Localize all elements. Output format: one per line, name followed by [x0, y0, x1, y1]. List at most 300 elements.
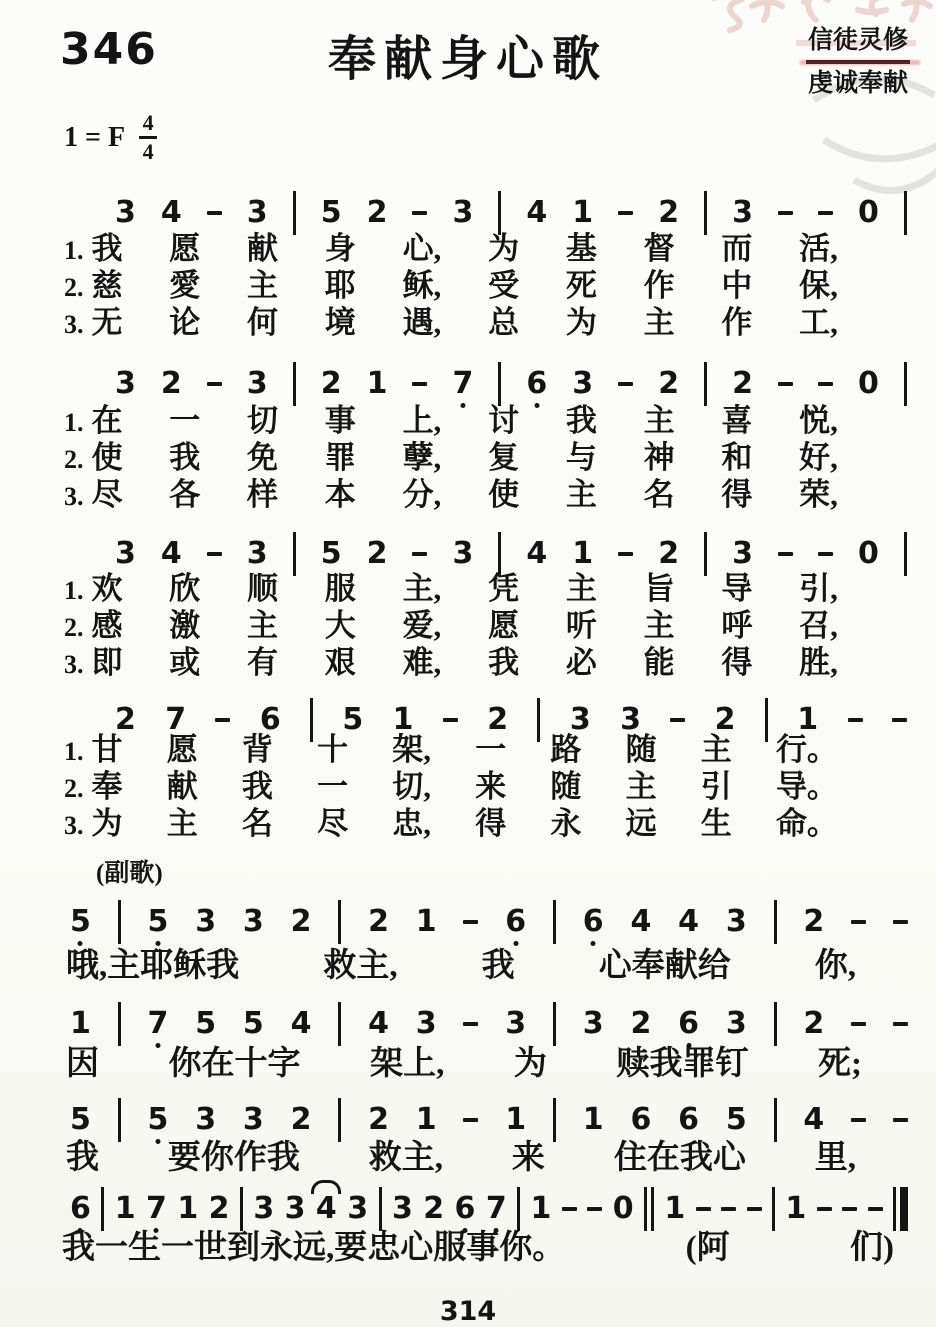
- note: 2: [803, 904, 825, 939]
- lyric-token: 分,: [402, 477, 442, 512]
- arc-mark: [311, 1180, 341, 1194]
- duration-dash: [618, 552, 633, 556]
- double-barline: [644, 1187, 654, 1231]
- barline: [774, 1002, 777, 1046]
- verse-number: 2.: [64, 774, 84, 803]
- lyric-token: 来: [475, 769, 507, 804]
- lyric-token: 愛: [169, 268, 201, 303]
- lyric-token: 愿: [166, 732, 198, 767]
- note: 3: [732, 195, 753, 230]
- note: 3: [620, 702, 641, 737]
- duration-dash: [817, 1207, 832, 1211]
- note: 3: [253, 1191, 275, 1226]
- duration-dash: [696, 1207, 711, 1211]
- duration-dash: [851, 1022, 866, 1026]
- barline: [553, 1098, 556, 1142]
- note: 4: [803, 1102, 825, 1137]
- low-octave-dot: [78, 941, 83, 946]
- category-labels: [806, 24, 910, 101]
- verse-number: 1.: [64, 737, 84, 766]
- lyric-token: 悦,: [799, 403, 838, 438]
- lyric-line: [64, 232, 838, 266]
- barline: [338, 1098, 341, 1142]
- note: 1: [572, 195, 594, 230]
- lyric-token: 而: [721, 231, 753, 266]
- verse-number: 3.: [64, 310, 84, 339]
- note: 3: [246, 195, 268, 230]
- note: 3: [391, 1191, 413, 1226]
- duration-dash: [207, 211, 222, 215]
- lyric-token: 论: [169, 305, 201, 340]
- note: 4: [526, 536, 548, 571]
- barline: [774, 1098, 777, 1142]
- note: 3: [246, 536, 268, 571]
- note: 2: [630, 1006, 652, 1041]
- lyric-token: 喜: [721, 403, 753, 438]
- note: 3: [732, 536, 753, 571]
- barline: [101, 1187, 104, 1231]
- lyric-token: 得: [721, 477, 753, 512]
- lyric-token: 为: [513, 1046, 547, 1082]
- note: 4: [160, 536, 182, 571]
- lyric-token: 保,: [799, 268, 838, 303]
- lyric-token: 导: [721, 571, 753, 606]
- lyric-token: 神: [643, 440, 675, 475]
- note: 2: [658, 366, 680, 401]
- note: 5: [148, 1105, 169, 1135]
- barline: [118, 1002, 121, 1046]
- lyric-token: 名: [643, 477, 675, 512]
- lyric-token: 一: [475, 732, 507, 767]
- lyric-token: 欣: [169, 571, 201, 606]
- page-number: 314: [439, 1296, 497, 1327]
- rest-note: 0: [858, 536, 879, 571]
- lyric-line: [64, 609, 838, 643]
- note: 6: [678, 1102, 699, 1137]
- lyric-token: 主: [247, 268, 279, 303]
- duration-dash: [868, 1207, 883, 1211]
- notation-line: [70, 1097, 908, 1143]
- barline: [240, 1187, 243, 1231]
- duration-dash: [587, 1207, 602, 1211]
- verse-number: 2.: [64, 613, 84, 642]
- lyric-token: 们): [850, 1230, 894, 1266]
- lyric-token: 1. 甘: [64, 732, 123, 767]
- note: 5: [195, 1006, 217, 1041]
- duration-dash: [721, 1207, 736, 1211]
- duration-dash: [851, 1118, 866, 1122]
- note: 6: [526, 369, 547, 399]
- barline: [379, 1187, 382, 1231]
- duration-dash: [893, 1118, 908, 1122]
- lyric-token: 背: [241, 732, 273, 767]
- lyric-token: 行。: [775, 732, 838, 767]
- barline: [498, 191, 501, 235]
- note: 3: [569, 702, 591, 737]
- rest-note: 0: [858, 366, 879, 401]
- duration-dash: [443, 718, 458, 722]
- lyric-line: [64, 646, 838, 680]
- key-tonic: 1 = F: [64, 121, 126, 153]
- lyric-line: [64, 478, 838, 512]
- note: 2: [368, 904, 389, 939]
- lyric-token: 荣,: [799, 477, 838, 512]
- lyric-line: [64, 269, 838, 303]
- note: 3: [452, 195, 474, 230]
- note: 2: [115, 702, 136, 737]
- lyric-token: 受: [488, 268, 520, 303]
- lyric-token: 因: [66, 1046, 99, 1082]
- duration-dash: [818, 382, 833, 386]
- lyric-token: 你,: [814, 948, 856, 984]
- note: 3: [415, 1006, 437, 1041]
- barline: [904, 191, 907, 235]
- lyric-token: 必: [565, 645, 597, 680]
- lyric-token: 一: [169, 403, 201, 438]
- lyric-token: 1. 我: [64, 231, 123, 266]
- lyric-token: 主,: [402, 571, 442, 606]
- barline: [904, 362, 907, 406]
- barline: [704, 532, 707, 576]
- duration-dash: [851, 920, 866, 924]
- note: 3: [115, 536, 136, 571]
- lyric-token: 名: [241, 806, 273, 841]
- note: 3: [725, 1006, 747, 1041]
- note: 2: [658, 536, 680, 571]
- lyric-token: 随: [625, 732, 657, 767]
- lyric-token: 永: [550, 806, 582, 841]
- note: 5: [242, 1006, 264, 1041]
- duration-dash: [670, 718, 685, 722]
- verse-number: 3.: [64, 650, 84, 679]
- lyric-token: 赎我罪钉: [616, 1046, 749, 1082]
- duration-dash: [778, 211, 793, 215]
- duration-dash: [463, 1022, 478, 1026]
- chorus-label: (副歌): [96, 860, 163, 887]
- verse-number: 1.: [64, 576, 84, 605]
- note: 4: [630, 904, 652, 939]
- barline: [293, 362, 296, 406]
- note: 1: [415, 904, 437, 939]
- note: 1: [582, 1102, 604, 1137]
- chorus-lyric-line: [66, 1140, 856, 1176]
- lyric-token: 顺: [247, 571, 279, 606]
- note: 3: [572, 366, 594, 401]
- lyric-token: 呼: [721, 608, 753, 643]
- note: 3: [347, 1191, 369, 1226]
- note: 5: [148, 907, 169, 937]
- lyric-token: 救主,: [323, 948, 398, 984]
- note: 4: [316, 1194, 337, 1224]
- lyric-token: 复: [488, 440, 520, 475]
- lyric-token: 远: [625, 806, 657, 841]
- note: 3: [505, 1006, 527, 1041]
- duration-dash: [463, 920, 478, 924]
- lyric-token: 主: [247, 608, 279, 643]
- note: 2: [290, 904, 312, 939]
- note: 5: [320, 536, 342, 571]
- duration-dash: [412, 552, 427, 556]
- note: 1: [785, 1191, 807, 1226]
- lyric-token: 1. 在: [64, 403, 123, 438]
- lyric-token: 架上,: [370, 1046, 445, 1082]
- lyric-line: [64, 572, 838, 606]
- lyric-token: 样: [247, 477, 279, 512]
- barline: [338, 1002, 341, 1046]
- note: 1: [366, 366, 388, 401]
- barline: [704, 191, 707, 235]
- note: 3: [725, 904, 747, 939]
- barline: [118, 900, 121, 944]
- hymn-number: 346: [60, 24, 158, 75]
- note: 1: [114, 1191, 136, 1226]
- lyric-token: 工,: [799, 305, 838, 340]
- note: 5: [725, 1102, 747, 1137]
- lyric-token: 服: [324, 571, 356, 606]
- note: 1: [392, 702, 414, 737]
- note: 6: [678, 1009, 699, 1039]
- lyric-token: 旨: [643, 571, 675, 606]
- lyric-token: 1. 欢: [64, 571, 123, 606]
- note: 7: [165, 702, 187, 737]
- note: 6: [455, 1194, 476, 1224]
- note: 4: [678, 904, 699, 939]
- barline: [498, 532, 501, 576]
- barline: [772, 1187, 775, 1231]
- note: 6: [505, 907, 526, 937]
- lyric-token: 讨: [488, 403, 520, 438]
- lyric-token: 激: [169, 608, 201, 643]
- barline: [118, 1098, 121, 1142]
- lyric-token: 路: [550, 732, 582, 767]
- barline: [553, 900, 556, 944]
- lyric-token: 切,: [392, 769, 431, 804]
- note: 6: [70, 1194, 91, 1224]
- note: 3: [195, 1102, 217, 1137]
- barline: [293, 191, 296, 235]
- duration-dash: [207, 552, 222, 556]
- note: 2: [732, 366, 753, 401]
- lyric-token: 里,: [814, 1140, 856, 1176]
- lyric-token: 督: [643, 231, 675, 266]
- lyric-token: 活,: [799, 231, 838, 266]
- lyric-token: 能: [643, 645, 675, 680]
- rest-note: 0: [858, 195, 879, 230]
- barline: [293, 532, 296, 576]
- duration-dash: [412, 211, 427, 215]
- note: 5: [342, 702, 364, 737]
- note: 7: [486, 1194, 507, 1224]
- lyric-token: 你在十字: [168, 1046, 301, 1082]
- note: 3: [582, 1006, 604, 1041]
- lyric-token: 十: [317, 732, 349, 767]
- lyric-token: 有: [247, 645, 279, 680]
- verse-number: 3.: [64, 811, 84, 840]
- lyric-token: 献: [166, 769, 198, 804]
- lyric-token: 主: [643, 403, 675, 438]
- lyric-line: [64, 404, 838, 438]
- lyric-token: 尽: [317, 806, 349, 841]
- note: 7: [146, 1194, 167, 1224]
- lyric-token: 大: [324, 608, 356, 643]
- lyric-token: 主: [643, 305, 675, 340]
- chorus-lyric-line: [62, 1230, 894, 1266]
- lyric-token: 境: [324, 305, 356, 340]
- lyric-token: 或: [169, 645, 201, 680]
- lyric-token: 上,: [402, 403, 442, 438]
- lyric-token: 主: [700, 732, 732, 767]
- lyric-token: 免: [247, 440, 279, 475]
- lyric-token: 要你作我: [167, 1140, 300, 1176]
- lyric-token: 哦,主耶稣我: [66, 948, 240, 984]
- lyric-token: 架,: [392, 732, 431, 767]
- lyric-token: 死: [565, 268, 597, 303]
- note: 1: [415, 1102, 437, 1137]
- duration-dash: [215, 718, 230, 722]
- lyric-line: [64, 770, 838, 804]
- lyric-token: 死;: [817, 1046, 862, 1082]
- note: 6: [259, 702, 281, 737]
- lyric-token: 来: [511, 1140, 545, 1176]
- note: 2: [658, 195, 680, 230]
- duration-dash: [848, 718, 863, 722]
- note: 6: [583, 907, 604, 937]
- notation-line: [70, 1001, 908, 1047]
- note: 2: [160, 366, 182, 401]
- note: 6: [630, 1102, 652, 1137]
- lyric-token: 2. 感: [64, 608, 123, 643]
- note: 4: [526, 195, 548, 230]
- duration-dash: [893, 920, 908, 924]
- lyric-token: (阿: [685, 1230, 730, 1266]
- note: 3: [242, 1102, 264, 1137]
- lyric-token: 基: [565, 231, 597, 266]
- lyric-token: 好,: [799, 440, 838, 475]
- note: 4: [160, 195, 182, 230]
- chorus-lyric-line: [66, 948, 856, 984]
- lyric-token: 听: [565, 608, 597, 643]
- note: 3: [452, 536, 474, 571]
- lyric-token: 召,: [799, 608, 838, 643]
- note: 4: [368, 1006, 389, 1041]
- lyric-token: 3. 为: [64, 806, 123, 841]
- note: 1: [797, 702, 819, 737]
- lyric-token: 心,: [402, 231, 442, 266]
- barline: [498, 362, 501, 406]
- note: 3: [284, 1191, 306, 1226]
- meter-denominator: 4: [142, 139, 154, 164]
- lyric-token: 3. 即: [64, 645, 123, 680]
- note: 2: [366, 536, 388, 571]
- duration-dash: [562, 1207, 577, 1211]
- duration-dash: [618, 211, 633, 215]
- lyric-token: 我: [488, 645, 520, 680]
- duration-dash: [618, 382, 633, 386]
- note: 3: [115, 195, 136, 230]
- note: 1: [572, 536, 594, 571]
- lyric-token: 耶: [324, 268, 356, 303]
- duration-dash: [842, 1207, 857, 1211]
- barline: [904, 532, 907, 576]
- lyric-token: 我一生一世到永远,要忠心服事你。: [62, 1230, 566, 1266]
- lyric-token: 得: [475, 806, 507, 841]
- lyric-token: 我: [66, 1140, 99, 1176]
- lyric-token: 导。: [775, 769, 838, 804]
- lyric-token: 我: [169, 440, 201, 475]
- note: 3: [195, 904, 217, 939]
- lyric-token: 艰: [324, 645, 356, 680]
- lyric-token: 献: [247, 231, 279, 266]
- note: 1: [177, 1191, 199, 1226]
- lyric-token: 本: [324, 477, 356, 512]
- duration-dash: [412, 382, 427, 386]
- duration-dash: [893, 1022, 908, 1026]
- note: 2: [368, 1102, 389, 1137]
- lyric-token: 总: [488, 305, 520, 340]
- low-octave-dot: [591, 941, 596, 946]
- note: 1: [505, 1102, 527, 1137]
- note: 5: [70, 907, 91, 937]
- lyric-token: 切: [247, 403, 279, 438]
- note: 1: [530, 1191, 552, 1226]
- lyric-token: 3. 无: [64, 305, 123, 340]
- lyric-token: 命。: [775, 806, 838, 841]
- lyric-token: 与: [565, 440, 597, 475]
- lyric-token: 作: [721, 305, 753, 340]
- barline: [338, 900, 341, 944]
- lyric-token: 难,: [402, 645, 442, 680]
- notation-line: [70, 1186, 908, 1232]
- duration-dash: [818, 552, 833, 556]
- lyric-token: 一: [317, 769, 349, 804]
- chorus-lyric-line: [66, 1046, 862, 1082]
- note: 3: [246, 366, 268, 401]
- note: 1: [664, 1191, 686, 1226]
- lyric-token: 遇,: [402, 305, 442, 340]
- lyric-line: [64, 807, 838, 841]
- lyric-token: 2. 奉: [64, 769, 123, 804]
- note: 3: [115, 366, 136, 401]
- lyric-token: 为: [565, 305, 597, 340]
- lyric-token: 主: [625, 769, 657, 804]
- lyric-token: 随: [550, 769, 582, 804]
- note: 5: [320, 195, 342, 230]
- verse-number: 3.: [64, 482, 84, 511]
- hymn-title: 奉献身心歌: [327, 33, 608, 86]
- verse-number: 2.: [64, 445, 84, 474]
- lyric-token: 我: [565, 403, 597, 438]
- lyric-token: 我: [481, 948, 515, 984]
- duration-dash: [778, 382, 793, 386]
- note: 2: [208, 1191, 230, 1226]
- duration-dash: [747, 1207, 762, 1211]
- barline: [553, 1002, 556, 1046]
- time-signature: [139, 112, 157, 163]
- lyric-token: 主: [166, 806, 198, 841]
- lyric-token: 3. 尽: [64, 477, 123, 512]
- lyric-token: 中: [721, 268, 753, 303]
- category-top: 信徒灵修: [806, 24, 910, 64]
- note: 5: [70, 1105, 91, 1135]
- lyric-token: 事: [324, 403, 356, 438]
- duration-dash: [778, 552, 793, 556]
- lyric-token: 孽,: [402, 440, 442, 475]
- lyric-token: 愿: [488, 608, 520, 643]
- low-octave-dot: [155, 941, 160, 946]
- note: 4: [290, 1006, 312, 1041]
- lyric-token: 凭: [488, 571, 520, 606]
- verse-number: 1.: [64, 408, 84, 437]
